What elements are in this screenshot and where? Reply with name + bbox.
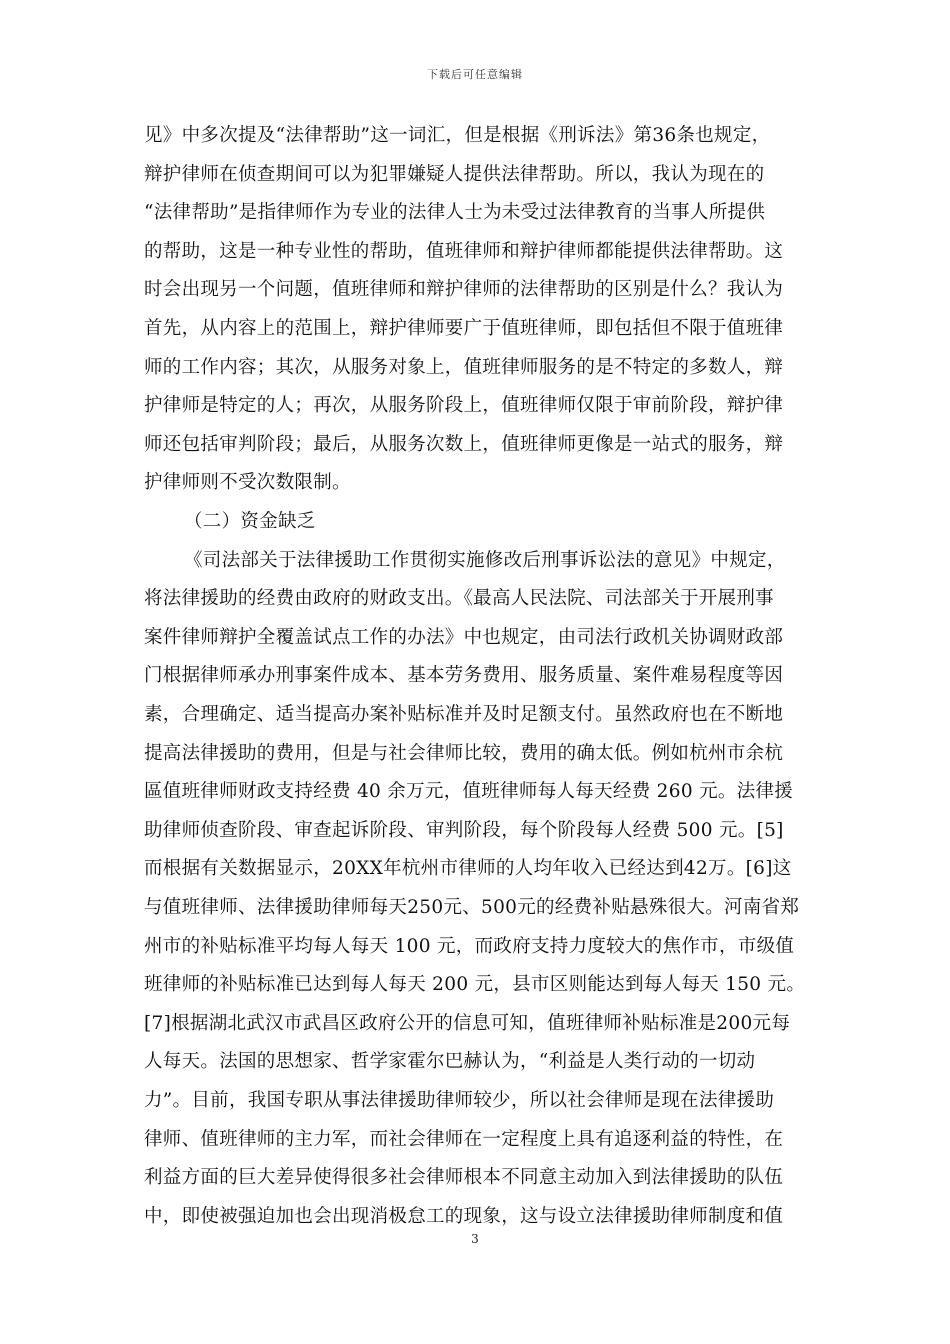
text-line: 區值班律师财政支持经费 40 余万元，值班律师每人每天经费 260 元。法律援 <box>144 781 794 803</box>
text-line: 护律师则不受次数限制。 <box>144 472 351 494</box>
text-line: 素，合理确定、适当提高办案补贴标准并及时足额支付。虽然政府也在不断地 <box>144 704 784 725</box>
text-line: 中，即使被强迫加也会出现消极怠工的现象，这与设立法律援助律师制度和值 <box>144 1205 784 1227</box>
text-line: 案件律师辩护全覆盖试点工作的办法》中也规定，由司法行政机关协调财政部 <box>144 626 784 648</box>
text-line: [7]根据湖北武汉市武昌区政府公开的信息可知，值班律师补贴标准是200元每 <box>144 1012 791 1034</box>
text-line: 时会出现另一个问题，值班律师和辩护律师的法律帮助的区别是什么？我认为 <box>144 279 784 301</box>
text-line: 提高法律援助的费用，但是与社会律师比较，费用的确太低。例如杭州市余杭 <box>144 742 784 764</box>
text-line: 的帮助，这是一种专业性的帮助，值班律师和辩护律师都能提供法律帮助。这 <box>144 240 784 262</box>
page-header: 下载后可任意编辑 <box>427 68 523 81</box>
section-heading: （二）资金缺乏 <box>184 511 316 532</box>
text-line: 护律师是特定的人；再次，从服务阶段上，值班律师仅限于审前阶段，辩护律 <box>144 395 784 417</box>
text-line: 见》中多次提及“法律帮助”这一词汇，但是根据《刑诉法》第36条也规定， <box>144 125 771 146</box>
text-line: 《司法部关于法律援助工作贯彻实施修改后刑事诉讼法的意见》中规定， <box>184 549 786 571</box>
text-line: 而根据有关数据显示，20XX年杭州市律师的人均年收入已经达到42万。[6]这 <box>144 858 792 880</box>
text-line: 班律师的补贴标准已达到每人每天 200 元，县市区则能达到每人每天 150 元。 <box>144 974 806 996</box>
text-line: 律师、值班律师的主力军，而社会律师在一定程度上具有追逐利益的特性，在 <box>144 1128 784 1150</box>
text-line: 门根据律师承办刑事案件成本、基本劳务费用、服务质量、案件难易程度等因 <box>144 665 784 687</box>
text-line: 师还包括审判阶段；最后，从服务次数上，值班律师更像是一站式的服务，辩 <box>144 433 784 455</box>
text-line: 人每天。法国的思想家、哲学家霍尔巴赫认为，“利益是人类行动的一切动 <box>144 1051 756 1073</box>
text-line: 利益方面的巨大差异使得很多社会律师根本不同意主动加入到法律援助的队伍 <box>144 1167 784 1189</box>
text-line: 辩护律师在侦查期间可以为犯罪嫌疑人提供法律帮助。所以，我认为现在的 <box>144 163 765 185</box>
text-line: 首先，从内容上的范围上，辩护律师要广于值班律师，即包括但不限于值班律 <box>144 318 784 339</box>
text-line: 师的工作内容；其次，从服务对象上，值班律师服务的是不特定的多数人，辩 <box>144 356 784 378</box>
text-line: 助律师侦查阶段、审查起诉阶段、审判阶段，每个阶段每人经费 500 元。[5] <box>144 819 784 841</box>
page-number: 3 <box>471 1232 479 1246</box>
text-line: 与值班律师、法律援助律师每天250元、500元的经费补贴悬殊很大。河南省郑 <box>144 897 800 918</box>
text-line: 力”。目前，我国专职从事法律援助律师较少，所以社会律师是现在法律援助 <box>144 1090 775 1111</box>
text-line: 州市的补贴标准平均每人每天 100 元，而政府支持力度较大的焦作市，市级值 <box>144 935 795 957</box>
text-line: “法律帮助”是指律师作为专业的法律人士为未受过法律教育的当事人所提供 <box>144 202 766 224</box>
text-line: 将法律援助的经费由政府的财政支出。《最高人民法院、司法部关于开展刑事 <box>144 588 774 610</box>
